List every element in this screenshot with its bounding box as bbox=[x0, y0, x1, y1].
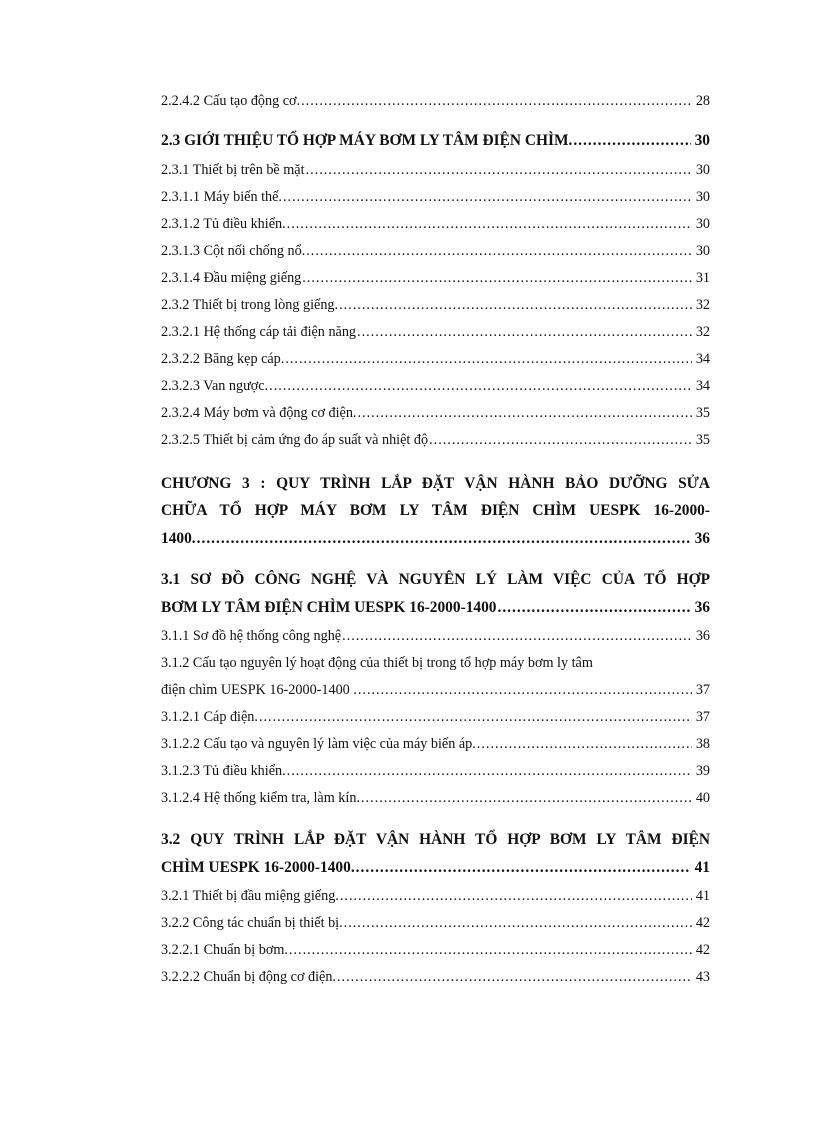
dot-leader bbox=[337, 964, 692, 991]
toc-heading-line: CHƯƠNG 3 : QUY TRÌNH LẮP ĐẶT VẬN HÀNH BẢO DƯỠNG SỬA bbox=[161, 474, 710, 492]
toc-entry bbox=[161, 238, 710, 265]
dot-leader bbox=[357, 319, 692, 346]
toc-page-number: 41 bbox=[694, 858, 710, 876]
toc-heading-title: 2.3 GIỚI THIỆU TỔ HỢP MÁY BƠM LY TÂM ĐIỆN CHÌM. bbox=[161, 132, 573, 149]
toc-entry-title: 3.2.2.2 Chuẩn bị động cơ điện. bbox=[161, 969, 336, 985]
dot-leader bbox=[340, 883, 692, 910]
dot-leader bbox=[289, 937, 692, 964]
toc-entry bbox=[161, 758, 710, 785]
toc-heading bbox=[161, 566, 710, 621]
toc-entry-title: 2.3.1.4 Đầu miệng giếng bbox=[161, 269, 302, 286]
dot-leader bbox=[302, 265, 692, 292]
toc-entry-title: 2.3.1 Thiết bị trên bề mặt bbox=[161, 161, 305, 178]
toc-entry-title: 2.3.2.4 Máy bơm và động cơ điện. bbox=[161, 404, 357, 421]
dot-leader bbox=[342, 623, 692, 650]
toc-entry bbox=[161, 292, 710, 319]
dot-leader bbox=[301, 88, 692, 115]
toc-entry-title: 2.3.1.1 Máy biến thế. bbox=[161, 188, 282, 205]
toc-entry bbox=[161, 373, 710, 400]
toc-page-number: 32 bbox=[695, 323, 710, 340]
toc-entry bbox=[161, 650, 710, 704]
toc-page-number: 30 bbox=[695, 215, 710, 232]
toc-heading bbox=[161, 826, 710, 881]
toc-entry bbox=[161, 883, 710, 910]
toc-page-number: 37 bbox=[695, 682, 710, 698]
toc-entry bbox=[161, 623, 710, 650]
toc-entry bbox=[161, 211, 710, 238]
toc-entry bbox=[161, 184, 710, 211]
dot-leader bbox=[497, 594, 690, 622]
toc-entry-title: 3.1.2.3 Tủ điều khiển. bbox=[161, 763, 286, 779]
toc-page-number: 34 bbox=[695, 350, 710, 367]
dot-leader bbox=[259, 704, 692, 731]
toc-entry bbox=[161, 704, 710, 731]
toc-page-number: 31 bbox=[695, 269, 710, 286]
toc-page-number: 28 bbox=[695, 93, 710, 109]
toc-page-number: 38 bbox=[695, 736, 710, 752]
toc-entry bbox=[161, 937, 710, 964]
dot-leader bbox=[283, 184, 692, 211]
toc-page-number: 34 bbox=[695, 377, 710, 394]
toc-heading-title: 1400. bbox=[161, 529, 196, 547]
table-of-contents bbox=[161, 88, 710, 991]
toc-page-number: 32 bbox=[695, 296, 710, 313]
toc-entry-title: 3.1.2.2 Cấu tạo và nguyên lý làm việc của máy biến áp. bbox=[161, 736, 476, 752]
toc-heading-line: CHỮA TỔ HỢP MÁY BƠM LY TÂM ĐIỆN CHÌM UESPK 16-2000- bbox=[161, 502, 710, 519]
toc-page-number: 40 bbox=[695, 790, 710, 806]
toc-entry-title: 2.3.2 Thiết bị trong lòng giếng. bbox=[161, 296, 339, 313]
toc-entry bbox=[161, 265, 710, 292]
toc-entry bbox=[161, 731, 710, 758]
toc-page-number: 30 bbox=[695, 242, 710, 259]
toc-heading-line: 3.1 SƠ ĐỒ CÔNG NGHỆ VÀ NGUYÊN LÝ LÀM VIỆC CỦA TỔ HỢP bbox=[161, 571, 710, 588]
toc-page-number: 36 bbox=[694, 529, 710, 547]
dot-leader bbox=[197, 525, 691, 553]
toc-entry-title: 2.3.2.3 Van ngược. bbox=[161, 377, 269, 394]
toc-entry bbox=[161, 910, 710, 937]
toc-page-number: 36 bbox=[694, 598, 710, 616]
toc-entry-line: 3.1.2 Cấu tạo nguyên lý hoạt động của thiết bị trong tổ hợp máy bơm ly tâm bbox=[161, 655, 593, 671]
toc-page-number: 35 bbox=[695, 404, 710, 421]
toc-entry-title: 2.3.2.1 Hệ thống cáp tải điện năng bbox=[161, 323, 357, 340]
toc-page-number: 36 bbox=[695, 628, 710, 644]
toc-page-number: 37 bbox=[695, 709, 710, 725]
toc-entry-title: 3.1.2.1 Cáp điện. bbox=[161, 709, 258, 725]
dot-leader bbox=[429, 427, 692, 454]
toc-entry-title: điện chìm UESPK 16-2000-1400 . bbox=[161, 682, 357, 698]
dot-leader bbox=[287, 211, 692, 238]
toc-entry-title: 3.2.1 Thiết bị đầu miệng giếng. bbox=[161, 888, 339, 904]
toc-entry-title: 3.2.2.1 Chuẩn bị bơm. bbox=[161, 942, 288, 958]
dot-leader bbox=[344, 910, 692, 937]
toc-entry bbox=[161, 346, 710, 373]
toc-entry bbox=[161, 319, 710, 346]
toc-entry-title: 2.2.4.2 Cấu tạo động cơ. bbox=[161, 93, 301, 109]
dot-leader bbox=[356, 854, 691, 882]
dot-leader bbox=[269, 373, 692, 400]
toc-entry bbox=[161, 400, 710, 427]
toc-entry bbox=[161, 785, 710, 812]
toc-entry bbox=[161, 964, 710, 991]
toc-heading-title: CHÌM UESPK 16-2000-1400. bbox=[161, 858, 355, 876]
toc-page-number: 30 bbox=[695, 188, 710, 205]
toc-entry bbox=[161, 88, 710, 115]
dot-leader bbox=[306, 157, 692, 184]
toc-page-number: 30 bbox=[695, 161, 710, 178]
toc-heading-line: 3.2 QUY TRÌNH LẮP ĐẶT VẬN HÀNH TỔ HỢP BƠM LY TÂM ĐIỆN bbox=[161, 831, 710, 848]
toc-heading bbox=[161, 470, 710, 553]
dot-leader bbox=[357, 400, 691, 427]
dot-leader bbox=[358, 677, 692, 704]
toc-page-number: 30 bbox=[694, 132, 710, 149]
dot-leader bbox=[573, 127, 690, 155]
toc-entry-title: 3.1.2.4 Hệ thống kiểm tra, làm kín. bbox=[161, 790, 360, 806]
toc-entry bbox=[161, 157, 710, 184]
toc-page-number: 41 bbox=[695, 888, 710, 904]
dot-leader bbox=[339, 292, 692, 319]
toc-entry-title: 2.3.2.2 Băng kẹp cáp. bbox=[161, 350, 285, 367]
toc-page-number: 35 bbox=[695, 431, 710, 448]
dot-leader bbox=[285, 346, 691, 373]
dot-leader bbox=[361, 785, 692, 812]
toc-entry-title: 2.3.1.3 Cột nối chống nổ. bbox=[161, 242, 306, 259]
toc-entry-title: 3.1.1 Sơ đồ hệ thống công nghệ bbox=[161, 628, 342, 644]
toc-heading bbox=[161, 127, 710, 155]
toc-entry-title: 2.3.1.2 Tủ điều khiển. bbox=[161, 215, 286, 232]
toc-page-number: 39 bbox=[695, 763, 710, 779]
toc-page-number: 42 bbox=[695, 915, 710, 931]
toc-entry bbox=[161, 427, 710, 454]
toc-heading-title: BƠM LY TÂM ĐIỆN CHÌM UESPK 16-2000-1400 bbox=[161, 598, 497, 616]
toc-entry-title: 3.2.2 Công tác chuẩn bị thiết bị. bbox=[161, 915, 343, 931]
dot-leader bbox=[477, 731, 692, 758]
dot-leader bbox=[306, 238, 692, 265]
toc-page-number: 42 bbox=[695, 942, 710, 958]
toc-entry-title: 2.3.2.5 Thiết bị cảm ứng đo áp suất và nhiệt độ bbox=[161, 431, 429, 448]
dot-leader bbox=[287, 758, 692, 785]
toc-page-number: 43 bbox=[695, 969, 710, 985]
